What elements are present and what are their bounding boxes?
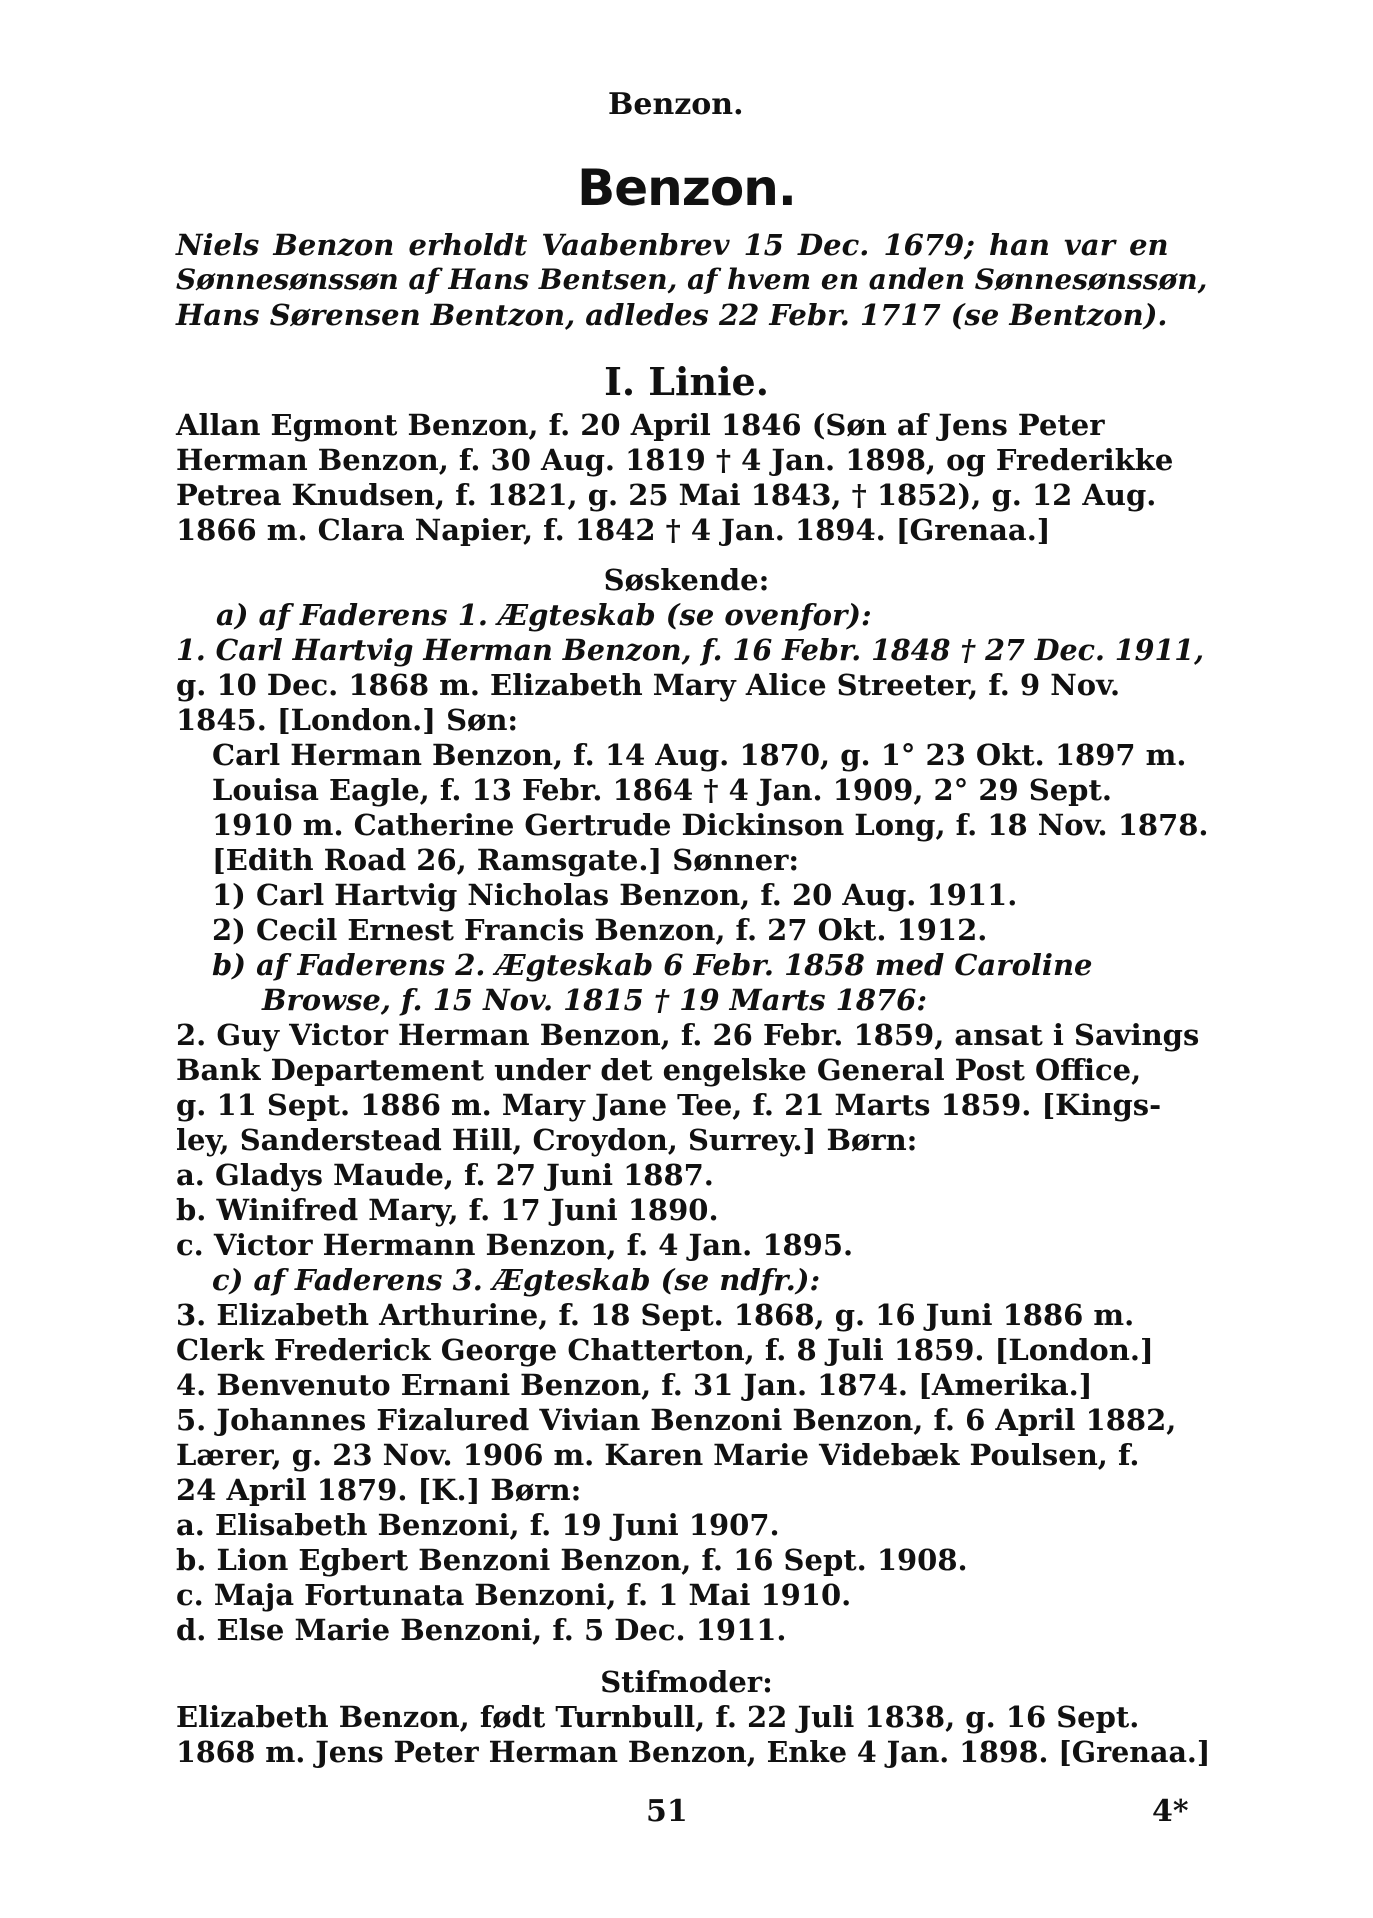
subheading-second-marriage: Browse, f. 15 Nov. 1815 † 19 Marts 1876: (262, 983, 928, 1017)
entry-4-line: 4. Benvenuto Ernani Benzon, f. 31 Jan. 1874. [Amerika.] (176, 1368, 1093, 1402)
entry-1-son-line: Carl Herman Benzon, f. 14 Aug. 1870, g. 1° 23 Okt. 1897 m. (212, 738, 1187, 772)
running-header: Benzon. (608, 87, 744, 122)
main-entry-line: Herman Benzon, f. 30 Aug. 1819 † 4 Jan. 1898, og Frederikke (176, 443, 1174, 477)
entry-2-line: Bank Departement under det engelske General Post Office, (176, 1053, 1142, 1087)
main-entry-line: Allan Egmont Benzon, f. 20 April 1846 (Søn af Jens Peter (176, 408, 1105, 442)
page-title: Benzon. (577, 159, 796, 217)
entry-1-son-line: Louisa Eagle, f. 13 Febr. 1864 † 4 Jan. 1909, 2° 29 Sept. (212, 773, 1112, 807)
stepmother-line: 1868 m. Jens Peter Herman Benzon, Enke 4 Jan. 1898. [Grenaa.] (176, 1735, 1211, 1769)
entry-1-son-line: 1) Carl Hartvig Nicholas Benzon, f. 20 Aug. 1911. (212, 878, 1018, 912)
entry-5-child: c. Maja Fortunata Benzoni, f. 1 Mai 1910. (176, 1578, 852, 1612)
entry-2-child: b. Winifred Mary, f. 17 Juni 1890. (176, 1193, 719, 1227)
entry-1-line: g. 10 Dec. 1868 m. Elizabeth Mary Alice Streeter, f. 9 Nov. (176, 668, 1121, 702)
entry-3-line: Clerk Frederick George Chatterton, f. 8 Juli 1859. [London.] (176, 1333, 1154, 1367)
subheading-third-marriage: c) af Faderens 3. Ægteskab (se ndfr.): (212, 1263, 821, 1297)
entry-5-line: Lærer, g. 23 Nov. 1906 m. Karen Marie Videbæk Poulsen, f. (176, 1438, 1140, 1472)
stepmother-heading: Stifmoder: (600, 1665, 773, 1699)
entry-1-son-line: [Edith Road 26, Ramsgate.] Sønner: (212, 843, 800, 877)
entry-2-child: c. Victor Hermann Benzon, f. 4 Jan. 1895. (176, 1228, 854, 1262)
entry-1-line: 1845. [London.] Søn: (176, 703, 519, 737)
section-title: I. Linie. (604, 359, 769, 404)
entry-1-son-line: 1910 m. Catherine Gertrude Dickinson Long, f. 18 Nov. 1878. (212, 808, 1209, 842)
main-entry-line: Petrea Knudsen, f. 1821, g. 25 Mai 1843, † 1852), g. 12 Aug. (176, 478, 1157, 512)
entry-5-line: 24 April 1879. [K.] Børn: (176, 1473, 582, 1507)
main-entry-line: 1866 m. Clara Napier, f. 1842 † 4 Jan. 1894. [Grenaa.] (176, 513, 1051, 547)
intro-line: Niels Benzon erholdt Vaabenbrev 15 Dec. 1679; han var en (176, 228, 1169, 262)
entry-1-son-line: 2) Cecil Ernest Francis Benzon, f. 27 Okt. 1912. (212, 913, 988, 947)
intro-line: Sønnesønssøn af Hans Bentsen, af hvem en anden Sønnesønssøn, (176, 263, 1208, 296)
subheading-second-marriage: b) af Faderens 2. Ægteskab 6 Febr. 1858 med Caroline (212, 948, 1093, 982)
entry-1-line: 1. Carl Hartvig Herman Benzon, f. 16 Febr. 1848 † 27 Dec. 1911, (176, 633, 1205, 667)
entry-5-child: a. Elisabeth Benzoni, f. 19 Juni 1907. (176, 1508, 780, 1542)
entry-2-line: g. 11 Sept. 1886 m. Mary Jane Tee, f. 21 Marts 1859. [Kings- (176, 1088, 1162, 1122)
signature-mark: 4* (1152, 1794, 1189, 1829)
entry-5-child: b. Lion Egbert Benzoni Benzon, f. 16 Sept. 1908. (176, 1543, 968, 1577)
entry-5-line: 5. Johannes Fizalured Vivian Benzoni Benzon, f. 6 April 1882, (176, 1403, 1177, 1437)
page-number: 51 (646, 1794, 688, 1829)
entry-2-child: a. Gladys Maude, f. 27 Juni 1887. (176, 1158, 714, 1192)
entry-2-line: ley, Sanderstead Hill, Croydon, Surrey.] Børn: (176, 1123, 918, 1157)
entry-2-line: 2. Guy Victor Herman Benzon, f. 26 Febr. 1859, ansat i Savings (176, 1018, 1200, 1052)
intro-line: Hans Sørensen Bentzon, adledes 22 Febr. 1717 (se Bentzon). (176, 298, 1168, 332)
entry-3-line: 3. Elizabeth Arthurine, f. 18 Sept. 1868, g. 16 Juni 1886 m. (176, 1298, 1135, 1332)
subheading-first-marriage: a) af Faderens 1. Ægteskab (se ovenfor): (216, 598, 872, 632)
stepmother-line: Elizabeth Benzon, født Turnbull, f. 22 Juli 1838, g. 16 Sept. (176, 1700, 1140, 1734)
entry-5-child: d. Else Marie Benzoni, f. 5 Dec. 1911. (176, 1613, 787, 1647)
siblings-heading: Søskende: (603, 563, 770, 597)
